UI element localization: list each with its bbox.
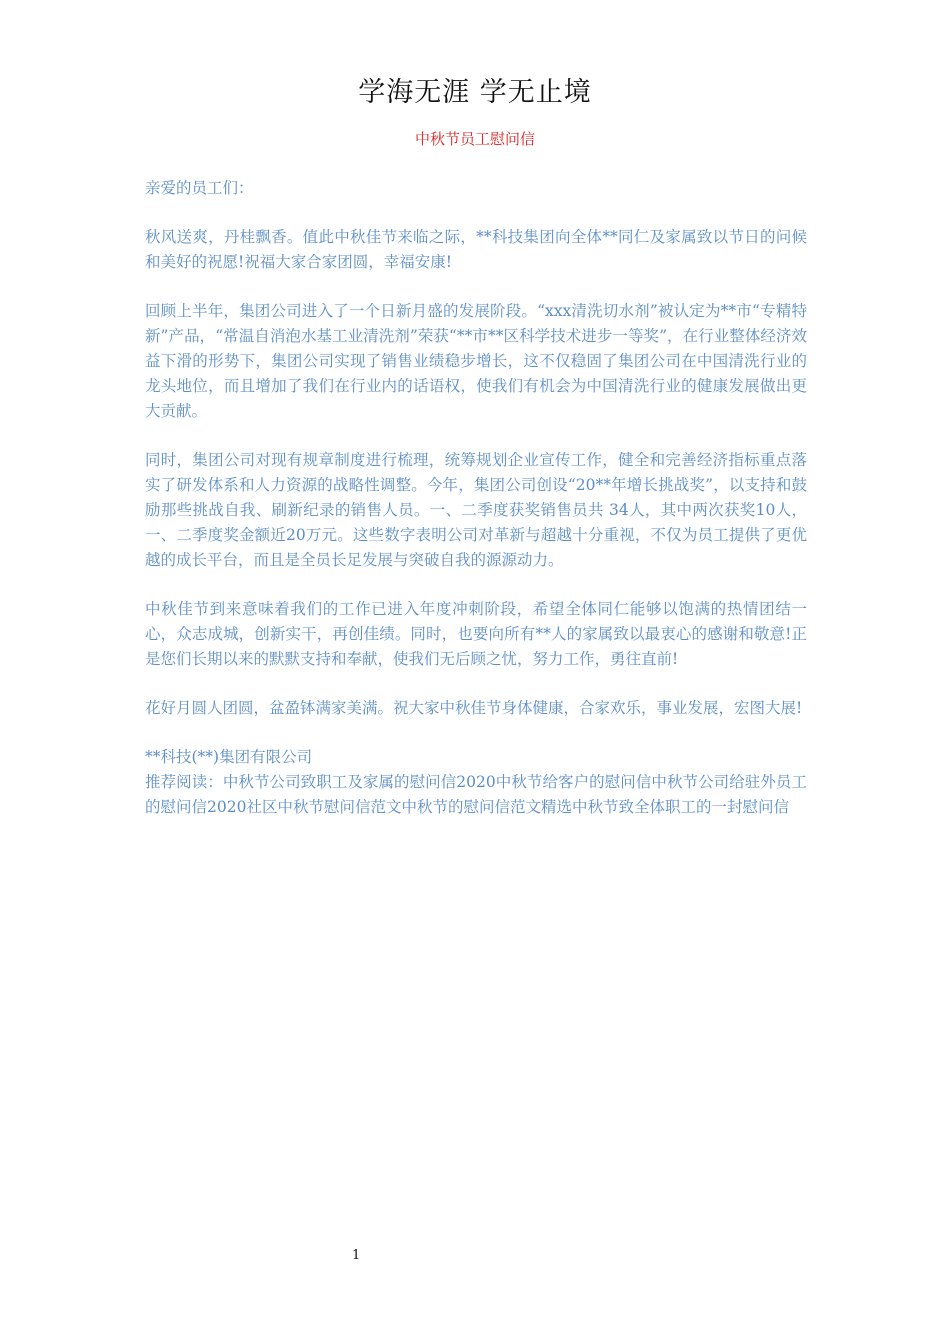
paragraph-outlook: 中秋佳节到来意味着我们的工作已进入年度冲刺阶段，希望全体同仁能够以饱满的热情团结一心，众志成城，创新实干，再创佳绩。同时，也要向所有**人的家属致以最衷心的感谢和敬意!正是您们长期以来的默默支持和奉献，使我们无后顾之忧，努力工作，勇往直前! (145, 600, 807, 668)
signature: **科技(**)集团有限公司 (145, 748, 313, 766)
letter-body (145, 176, 807, 820)
paragraph-blessing: 花好月圆人团圆，盆盈钵满家美满。祝大家中秋佳节身体健康，合家欢乐，事业发展，宏图大展! (145, 699, 803, 717)
recommended-reading: 推荐阅读：中秋节公司致职工及家属的慰问信2020中秋节给客户的慰问信中秋节公司给驻外员工的慰问信2020社区中秋节慰问信范文中秋节的慰问信范文精选中秋节致全体职工的一封慰问信 (145, 773, 807, 816)
page-number: 1 (352, 1248, 361, 1263)
salutation: 亲爱的员工们： (145, 179, 254, 197)
paragraph-measures: 同时，集团公司对现有规章制度进行梳理，统筹规划企业宣传工作，健全和完善经济指标重点落实了研发体系和人力资源的战略性调整。今年，集团公司创设“20**年增长挑战奖”，以支持和鼓励那些挑战自我、刷新纪录的销售人员。一、二季度获奖销售员共 34人，其中两次获奖10人，一、二季度奖金额近20万元。这些数字表明公司对革新与超越十分重视，不仅为员工提供了更优越的成长平台，而且是全员长足发展与突破自我的源源动力。 (145, 451, 807, 569)
paragraph-review: 回顾上半年，集团公司进入了一个日新月盛的发展阶段。“xxx清洗切水剂”被认定为**市“专精特新”产品，“常温自消泡水基工业清洗剂”荣获“**市**区科学技术进步一等奖”，在行业整体经济效益下滑的形势下，集团公司实现了销售业绩稳步增长，这不仅稳固了集团公司在中国清洗行业的龙头地位，而且增加了我们在行业内的话语权，使我们有机会为中国清洗行业的健康发展做出更大贡献。 (145, 302, 807, 420)
paragraph-greeting: 秋风送爽，丹桂飘香。值此中秋佳节来临之际，**科技集团向全体**同仁及家属致以节日的问候和美好的祝愿!祝福大家合家团圆，幸福安康! (145, 228, 807, 271)
letter-title: 中秋节员工慰问信 (414, 130, 535, 148)
page-header-title: 学海无涯 学无止境 (358, 77, 592, 108)
